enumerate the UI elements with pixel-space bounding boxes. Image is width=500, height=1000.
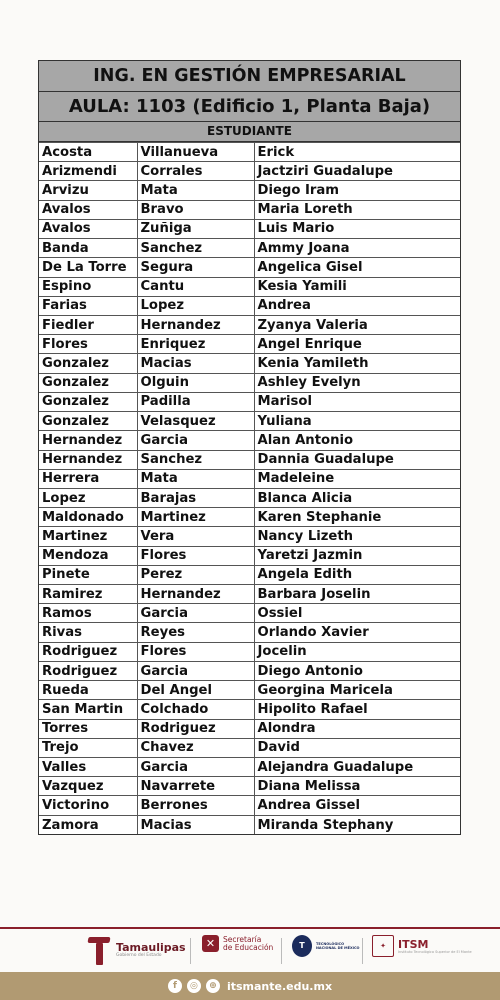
itsm-emblem-icon: ✦ — [372, 935, 394, 957]
student-column-header: ESTUDIANTE — [39, 122, 460, 142]
secretaria-educacion-logo — [202, 935, 273, 952]
cell-paternal-surname: Rueda — [39, 681, 137, 700]
cell-maternal-surname: Martinez — [137, 508, 254, 527]
cell-paternal-surname: Espino — [39, 277, 137, 296]
cell-given-names: Orlando Xavier — [254, 623, 460, 642]
table-row — [39, 143, 460, 162]
cell-paternal-surname: Ramirez — [39, 585, 137, 604]
tamaulipas-emblem-icon — [88, 935, 112, 965]
cell-paternal-surname: Rivas — [39, 623, 137, 642]
secretaria-line1: Secretaría — [223, 934, 262, 944]
table-row — [39, 546, 460, 565]
cell-given-names: Kesia Yamili — [254, 277, 460, 296]
cell-given-names: David — [254, 738, 460, 757]
cell-given-names: Luis Mario — [254, 219, 460, 238]
logo-separator — [362, 938, 363, 964]
cell-maternal-surname: Rodriguez — [137, 719, 254, 738]
cell-given-names: Angelica Gisel — [254, 258, 460, 277]
table-row — [39, 450, 460, 469]
cell-paternal-surname: Arvizu — [39, 181, 137, 200]
table-row — [39, 488, 460, 507]
table-row — [39, 373, 460, 392]
cell-maternal-surname: Hernandez — [137, 585, 254, 604]
cell-given-names: Alejandra Guadalupe — [254, 758, 460, 777]
cell-paternal-surname: Martinez — [39, 527, 137, 546]
cell-maternal-surname: Colchado — [137, 700, 254, 719]
table-row — [39, 527, 460, 546]
cell-paternal-surname: Gonzalez — [39, 392, 137, 411]
cell-given-names: Diego Iram — [254, 181, 460, 200]
tecnm-emblem-icon: T — [292, 935, 312, 957]
cell-given-names: Diana Melissa — [254, 777, 460, 796]
cell-paternal-surname: Flores — [39, 335, 137, 354]
cell-given-names: Andrea Gissel — [254, 796, 460, 815]
table-row — [39, 277, 460, 296]
cell-maternal-surname: Flores — [137, 642, 254, 661]
table-row — [39, 335, 460, 354]
cell-maternal-surname: Garcia — [137, 604, 254, 623]
table-row — [39, 296, 460, 315]
table-row — [39, 354, 460, 373]
cell-maternal-surname: Mata — [137, 469, 254, 488]
cell-paternal-surname: Farias — [39, 296, 137, 315]
instagram-icon[interactable]: ◎ — [187, 979, 201, 993]
table-row — [39, 508, 460, 527]
table-row — [39, 777, 460, 796]
cell-given-names: Yaretzi Jazmin — [254, 546, 460, 565]
cell-paternal-surname: Pinete — [39, 565, 137, 584]
itsm-logo-sub: Instituto Tecnológico Superior de El Mante — [398, 949, 472, 954]
cell-paternal-surname: Acosta — [39, 143, 137, 162]
cell-maternal-surname: Navarrete — [137, 777, 254, 796]
table-row — [39, 469, 460, 488]
logo-separator — [281, 938, 282, 964]
cell-given-names: Andrea — [254, 296, 460, 315]
cell-maternal-surname: Padilla — [137, 392, 254, 411]
cell-paternal-surname: Lopez — [39, 488, 137, 507]
cell-maternal-surname: Garcia — [137, 758, 254, 777]
table-row — [39, 200, 460, 219]
student-table-body — [39, 143, 460, 835]
table-row — [39, 623, 460, 642]
cell-given-names: Diego Antonio — [254, 661, 460, 680]
cell-maternal-surname: Velasquez — [137, 412, 254, 431]
cell-paternal-surname: Mendoza — [39, 546, 137, 565]
tamaulipas-logo-sub: Gobierno del Estado — [116, 953, 162, 958]
cell-paternal-surname: De La Torre — [39, 258, 137, 277]
table-row — [39, 642, 460, 661]
table-row — [39, 258, 460, 277]
cell-paternal-surname: Banda — [39, 239, 137, 258]
cell-given-names: Barbara Joselin — [254, 585, 460, 604]
cell-maternal-surname: Cantu — [137, 277, 254, 296]
table-row — [39, 719, 460, 738]
cell-given-names: Karen Stephanie — [254, 508, 460, 527]
cell-paternal-surname: Valles — [39, 758, 137, 777]
footer-bar — [0, 972, 500, 1000]
cell-maternal-surname: Macias — [137, 354, 254, 373]
cell-given-names: Jocelin — [254, 642, 460, 661]
cell-maternal-surname: Barajas — [137, 488, 254, 507]
logo-strip — [0, 932, 500, 972]
cell-given-names: Kenia Yamileth — [254, 354, 460, 373]
table-row — [39, 239, 460, 258]
cell-given-names: Miranda Stephany — [254, 815, 460, 834]
cell-maternal-surname: Garcia — [137, 661, 254, 680]
classroom-title: AULA: 1103 (Edificio 1, Planta Baja) — [39, 92, 460, 122]
cell-paternal-surname: Torres — [39, 719, 137, 738]
cell-maternal-surname: Villanueva — [137, 143, 254, 162]
cell-maternal-surname: Del Angel — [137, 681, 254, 700]
program-title: ING. EN GESTIÓN EMPRESARIAL — [39, 61, 460, 92]
cell-paternal-surname: Gonzalez — [39, 412, 137, 431]
cell-maternal-surname: Chavez — [137, 738, 254, 757]
tecnm-line2: NACIONAL DE MÉXICO — [316, 946, 360, 950]
table-row — [39, 758, 460, 777]
cell-paternal-surname: Hernandez — [39, 450, 137, 469]
cell-paternal-surname: Maldonado — [39, 508, 137, 527]
cell-maternal-surname: Olguin — [137, 373, 254, 392]
cell-given-names: Ammy Joana — [254, 239, 460, 258]
cell-maternal-surname: Lopez — [137, 296, 254, 315]
table-row — [39, 219, 460, 238]
cell-paternal-surname: Gonzalez — [39, 373, 137, 392]
cell-paternal-surname: Rodriguez — [39, 661, 137, 680]
cell-given-names: Blanca Alicia — [254, 488, 460, 507]
table-row — [39, 565, 460, 584]
cell-given-names: Madeleine — [254, 469, 460, 488]
cell-paternal-surname: Hernandez — [39, 431, 137, 450]
cell-maternal-surname: Garcia — [137, 431, 254, 450]
cell-given-names: Jactziri Guadalupe — [254, 162, 460, 181]
cell-paternal-surname: Rodriguez — [39, 642, 137, 661]
tecnm-logo — [292, 935, 360, 957]
secretaria-line2: de Educación — [223, 942, 274, 952]
itsm-logo — [372, 935, 472, 957]
secretaria-emblem-icon: ✕ — [202, 935, 219, 952]
table-row — [39, 585, 460, 604]
table-row — [39, 315, 460, 334]
table-row — [39, 162, 460, 181]
cell-maternal-surname: Flores — [137, 546, 254, 565]
cell-paternal-surname: Avalos — [39, 219, 137, 238]
tamaulipas-logo-name: Tamaulipas — [116, 941, 186, 954]
facebook-icon[interactable]: f — [168, 979, 182, 993]
table-row — [39, 815, 460, 834]
table-row — [39, 681, 460, 700]
table-row — [39, 700, 460, 719]
cell-given-names: Zyanya Valeria — [254, 315, 460, 334]
tamaulipas-logo — [88, 935, 186, 965]
table-row — [39, 661, 460, 680]
cell-maternal-surname: Perez — [137, 565, 254, 584]
cell-paternal-surname: Victorino — [39, 796, 137, 815]
cell-maternal-surname: Sanchez — [137, 450, 254, 469]
cell-paternal-surname: Ramos — [39, 604, 137, 623]
cell-given-names: Marisol — [254, 392, 460, 411]
table-row — [39, 181, 460, 200]
cell-given-names: Nancy Lizeth — [254, 527, 460, 546]
cell-maternal-surname: Corrales — [137, 162, 254, 181]
cell-maternal-surname: Mata — [137, 181, 254, 200]
cell-paternal-surname: Gonzalez — [39, 354, 137, 373]
cell-given-names: Alondra — [254, 719, 460, 738]
cell-given-names: Yuliana — [254, 412, 460, 431]
cell-paternal-surname: Trejo — [39, 738, 137, 757]
cell-maternal-surname: Vera — [137, 527, 254, 546]
cell-maternal-surname: Hernandez — [137, 315, 254, 334]
cell-paternal-surname: Vazquez — [39, 777, 137, 796]
cell-paternal-surname: Herrera — [39, 469, 137, 488]
tecnm-line1: TECNOLÓGICO — [316, 942, 345, 946]
logo-separator — [190, 938, 191, 964]
cell-given-names: Angela Edith — [254, 565, 460, 584]
cell-maternal-surname: Bravo — [137, 200, 254, 219]
table-row — [39, 604, 460, 623]
footer-divider — [0, 927, 500, 929]
cell-maternal-surname: Berrones — [137, 796, 254, 815]
cell-paternal-surname: Fiedler — [39, 315, 137, 334]
student-list-sheet — [38, 60, 461, 835]
web-icon[interactable]: ⊕ — [206, 979, 220, 993]
cell-maternal-surname: Macias — [137, 815, 254, 834]
cell-given-names: Ossiel — [254, 604, 460, 623]
cell-given-names: Erick — [254, 143, 460, 162]
cell-maternal-surname: Segura — [137, 258, 254, 277]
cell-maternal-surname: Reyes — [137, 623, 254, 642]
cell-given-names: Alan Antonio — [254, 431, 460, 450]
cell-given-names: Dannia Guadalupe — [254, 450, 460, 469]
student-table — [39, 142, 460, 834]
itsm-logo-name: ITSM — [398, 937, 429, 951]
table-row — [39, 796, 460, 815]
cell-given-names: Georgina Maricela — [254, 681, 460, 700]
cell-paternal-surname: San Martin — [39, 700, 137, 719]
table-row — [39, 412, 460, 431]
cell-maternal-surname: Zuñiga — [137, 219, 254, 238]
table-row — [39, 392, 460, 411]
cell-given-names: Ashley Evelyn — [254, 373, 460, 392]
cell-paternal-surname: Zamora — [39, 815, 137, 834]
cell-paternal-surname: Avalos — [39, 200, 137, 219]
website-link[interactable]: itsmante.edu.mx — [226, 979, 333, 993]
cell-paternal-surname: Arizmendi — [39, 162, 137, 181]
cell-given-names: Angel Enrique — [254, 335, 460, 354]
cell-given-names: Hipolito Rafael — [254, 700, 460, 719]
table-row — [39, 431, 460, 450]
table-row — [39, 738, 460, 757]
cell-maternal-surname: Enriquez — [137, 335, 254, 354]
cell-given-names: Maria Loreth — [254, 200, 460, 219]
cell-maternal-surname: Sanchez — [137, 239, 254, 258]
